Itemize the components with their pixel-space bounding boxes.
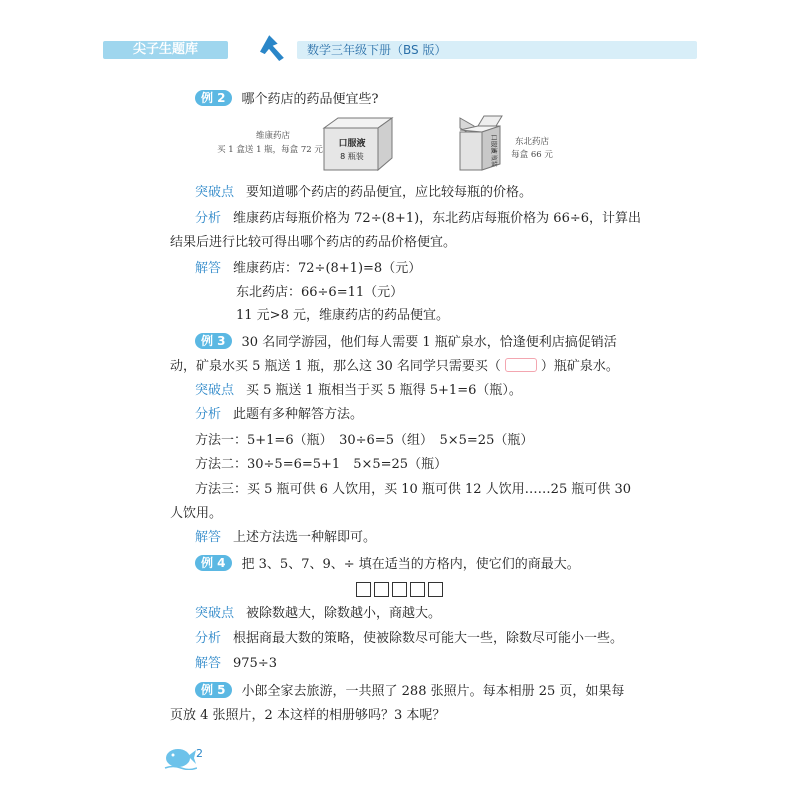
ex3-question-2b: ）瓶矿泉水。 <box>540 359 619 374</box>
store1-name: 维康药店 <box>255 131 290 141</box>
ex2-analysis-1: 维康药店每瓶价格为 72÷(8+1)，东北药店每瓶价格为 66÷6，计算出 <box>233 211 641 226</box>
ex2-question-line <box>195 90 379 109</box>
ex4-breakpoint-line <box>195 605 441 623</box>
ex3-answer: 上述方法选一种解即可。 <box>233 530 377 545</box>
ex3-method-3b: 人饮用。 <box>170 506 223 521</box>
answer-square <box>428 582 443 597</box>
ex3-method-2: 方法二：30÷5=6=5+1 5×5=25（瓶） <box>195 457 448 472</box>
ex2-answer-1: 维康药店：72÷(8+1)=8（元） <box>233 261 422 276</box>
page-number: 2 <box>196 747 203 760</box>
store2-name: 东北药店 <box>514 137 549 147</box>
box1-label1: 口服液 <box>338 139 366 149</box>
box2-label1: 口服液 <box>490 134 498 154</box>
book-title-bar <box>297 41 697 59</box>
analysis-keyword: 分析 <box>195 211 222 226</box>
ex5-question-2: 页放 4 张照片，2 本这样的相册够吗？3 本呢？ <box>170 708 446 723</box>
ex4-question-line <box>195 555 580 574</box>
answer-square <box>392 582 407 597</box>
ex4-badge: 例 4 <box>195 555 232 571</box>
ex2-analysis-line <box>195 210 641 228</box>
box2-label2: 6 瓶装 <box>490 149 497 167</box>
ex3-method-1: 方法一：5+1=6（瓶） 30÷6=5（组） 5×5=25（瓶） <box>195 433 534 448</box>
ex3-badge: 例 3 <box>195 333 232 349</box>
ex2-answer-3: 11 元>8 元，维康药店的药品便宜。 <box>236 308 449 323</box>
ex2-question: 哪个药店的药品便宜些? <box>241 92 379 107</box>
ex3-question-2a: 动，矿泉水买 5 瓶送 1 瓶，那么这 30 名同学只需要买（ <box>170 359 501 374</box>
ex3-analysis-line <box>195 406 363 424</box>
ex4-question: 把 3、5、7、9、÷ 填在适当的方格内，使它们的商最大。 <box>241 557 580 572</box>
box1-label2: 8 瓶装 <box>340 152 364 161</box>
ex3-question-1: 30 名同学游园，他们每人需要 1 瓶矿泉水，恰逢便利店搞促销活 <box>241 335 617 350</box>
answer-squares <box>356 582 446 601</box>
breakpoint-keyword: 突破点 <box>195 185 235 200</box>
answer-keyword: 解答 <box>195 656 222 671</box>
ex2-answer-line <box>195 260 421 278</box>
answer-square <box>356 582 371 597</box>
analysis-keyword: 分析 <box>195 631 222 646</box>
medicine-box-closed-icon <box>322 114 394 172</box>
ex4-breakpoint: 被除数越大，除数越小，商越大。 <box>246 606 442 621</box>
analysis-keyword: 分析 <box>195 407 222 422</box>
ex4-answer: 975÷3 <box>233 656 277 671</box>
ex2-breakpoint-line <box>195 184 532 202</box>
ex2-analysis-2: 结果后进行比较可得出哪个药店的药品价格便宜。 <box>170 235 457 250</box>
ex2-answer-2: 东北药店：66÷6=11（元） <box>236 285 404 300</box>
ex5-badge: 例 5 <box>195 682 232 698</box>
up-arrow-icon <box>255 30 289 64</box>
ex3-breakpoint-line <box>195 382 522 400</box>
ex3-question-2 <box>170 358 619 376</box>
answer-keyword: 解答 <box>195 261 222 276</box>
whale-icon <box>163 744 197 770</box>
ex3-method-3a: 方法三：买 5 瓶可供 6 人饮用，买 10 瓶可供 12 人饮用……25 瓶可供 30 <box>195 482 632 497</box>
answer-keyword: 解答 <box>195 530 222 545</box>
medicine-box-open-icon <box>456 112 506 174</box>
ex4-analysis-line <box>195 630 623 648</box>
ex2-breakpoint: 要知道哪个药店的药品便宜，应比较每瓶的价格。 <box>246 185 533 200</box>
ex3-question-line <box>195 333 617 352</box>
ex2-badge: 例 2 <box>195 90 232 106</box>
ex3-breakpoint: 买 5 瓶送 1 瓶相当于买 5 瓶得 5+1=6（瓶）。 <box>246 383 522 398</box>
answer-square <box>410 582 425 597</box>
page-header <box>103 38 697 62</box>
ex3-answer-line <box>195 529 376 547</box>
ex4-answer-line <box>195 655 277 673</box>
book-series-label: 尖子生题库 <box>103 41 228 59</box>
book-title: 数学三年级下册（BS 版） <box>307 43 447 57</box>
ex4-analysis: 根据商最大数的策略，使被除数尽可能大一些，除数尽可能小一些。 <box>233 631 624 646</box>
store1-offer: 买 1 盒送 1 瓶，每盒 72 元 <box>217 145 323 155</box>
ex5-question-1: 小郎全家去旅游，一共照了 288 张照片。每本相册 25 页，如果每 <box>241 684 625 699</box>
answer-square <box>374 582 389 597</box>
ex5-question-line <box>195 682 624 701</box>
breakpoint-keyword: 突破点 <box>195 606 235 621</box>
breakpoint-keyword: 突破点 <box>195 383 235 398</box>
ex3-analysis: 此题有多种解答方法。 <box>233 407 364 422</box>
answer-blank <box>505 358 537 372</box>
store2-offer: 每盒 66 元 <box>511 150 553 160</box>
